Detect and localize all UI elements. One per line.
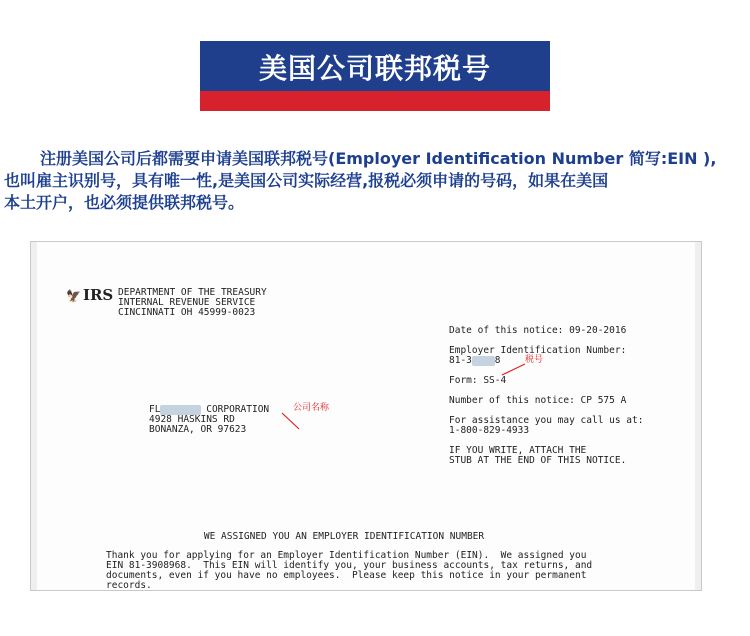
intro-paragraph (4, 148, 746, 214)
assistance-phone: 1-800-829-4933 (449, 425, 530, 436)
company-address (149, 405, 269, 435)
intro-line-2: 也叫雇主识别号，具有唯一性,是美国公司实际经营,报税必须申请的号码，如果在美国 (4, 171, 609, 190)
form-number: Form: SS-4 (449, 375, 507, 386)
irs-department-header (118, 288, 267, 318)
notice-date: Date of this notice: 09-20-2016 (449, 325, 627, 336)
intro-line-1: 注册美国公司后都需要申请美国联邦税号(Employer Identification Number 简写:EIN ), (40, 149, 717, 168)
eagle-seal-icon: 🦅 (66, 289, 81, 303)
ein-suffix: 8 (494, 355, 501, 366)
notice-details (449, 326, 689, 476)
company-arrow-icon (279, 410, 303, 432)
ein-label: Employer Identification Number: (449, 345, 627, 356)
ein-value (449, 356, 689, 366)
ein-prefix: 81-3 (449, 355, 472, 366)
address-line: 4928 HASKINS RD (149, 414, 235, 425)
ein-block (449, 346, 689, 366)
write-instructions (449, 446, 689, 466)
assistance-line: For assistance you may call us at: (449, 415, 644, 426)
irs-notice-image (30, 241, 702, 591)
ein-annotation: 税号 (525, 355, 544, 365)
ein-arrow-icon (499, 362, 529, 380)
write-line: STUB AT THE END OF THIS NOTICE. (449, 455, 627, 466)
thanks-paragraph: Thank you for applying for an Employer Identification Number (EIN). We assigned you EIN 81-3908968. This EIN will identify you, your business accounts, tax returns, and documents, even if you have no employees. Please keep this notice in your permanent records. (106, 550, 593, 591)
notice-number: Number of this notice: CP 575 A (449, 395, 627, 406)
assistance-block (449, 416, 689, 436)
company-annotation: 公司名称 (293, 403, 330, 413)
scan-shadow-right (695, 242, 701, 590)
header-line: DEPARTMENT OF THE TREASURY (118, 287, 267, 298)
header-line: INTERNAL REVENUE SERVICE (118, 297, 256, 308)
header-line: CINCINNATI OH 45999-0023 (118, 307, 256, 318)
banner-red-stripe (200, 91, 550, 111)
irs-logo (66, 286, 114, 304)
write-line: IF YOU WRITE, ATTACH THE (449, 445, 587, 456)
company-suffix: CORPORATION (200, 404, 270, 415)
company-prefix: FL (149, 404, 161, 415)
banner-title: 美国公司联邦税号 (258, 52, 491, 85)
title-banner (200, 41, 550, 111)
assigned-heading: WE ASSIGNED YOU AN EMPLOYER IDENTIFICATION NUMBER (203, 531, 485, 542)
address-line: BONANZA, OR 97623 (149, 424, 247, 435)
ein-redaction (472, 356, 495, 366)
intro-line-3: 本土开户，也必须提供联邦税号。 (4, 193, 245, 212)
irs-logo-text: IRS (82, 286, 114, 304)
